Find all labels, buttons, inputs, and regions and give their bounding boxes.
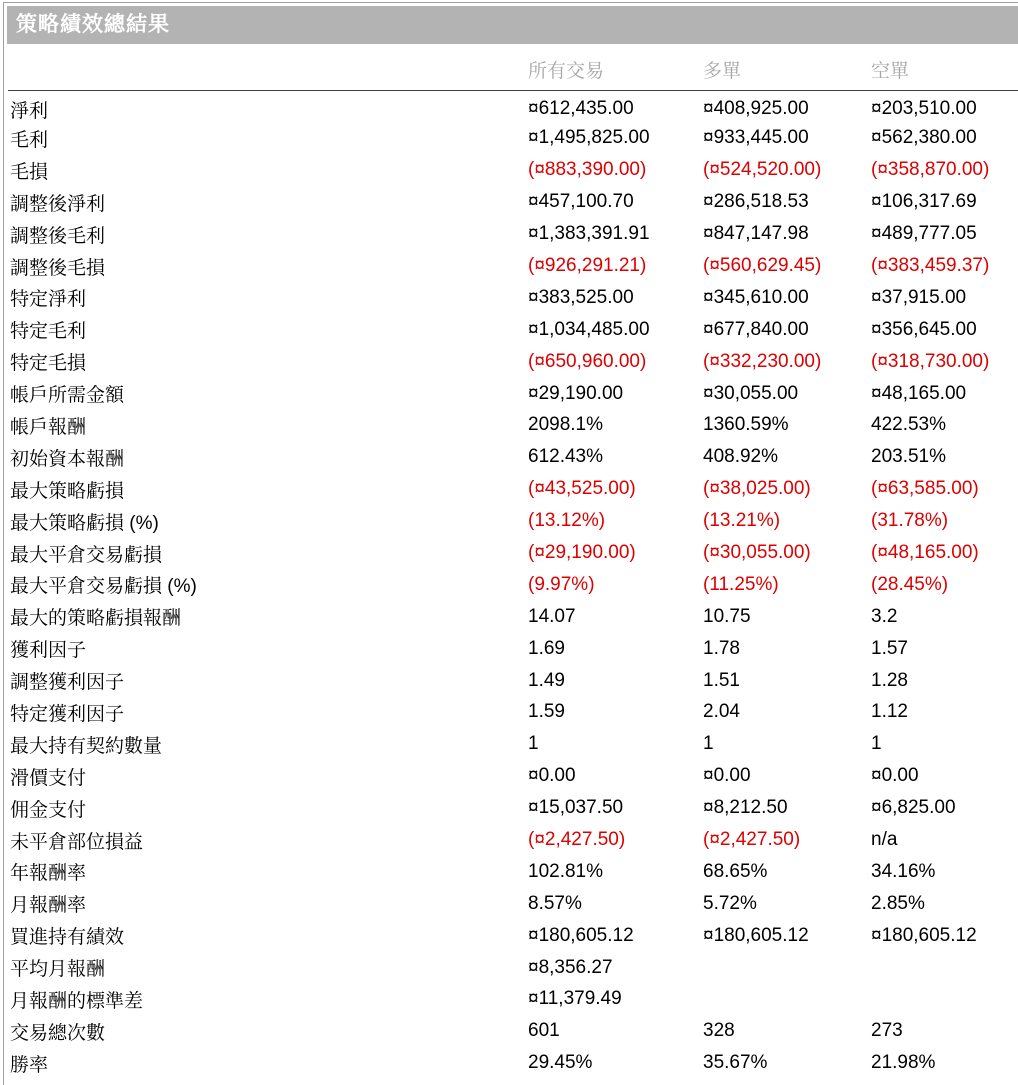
table-row [8,792,1018,824]
metric-value: (13.21%) [703,510,781,532]
metric-value: 1.69 [528,637,565,659]
metric-label: 調整後毛損 [10,257,106,279]
table-row [8,154,1018,186]
metric-value: n/a [871,829,898,851]
metric-label: 初始資本報酬 [10,448,125,470]
table-row [8,952,1018,984]
metric-value: (¤358,870.00) [871,159,990,181]
metric-value: (¤2,427.50) [528,829,626,851]
metric-value: ¤29,190.00 [528,382,624,404]
metric-value: (¤524,520.00) [703,159,822,181]
metric-value: (¤318,730.00) [871,350,990,372]
metric-value: (9.97%) [528,573,595,595]
metric-value: ¤383,525.00 [528,286,634,308]
metric-value: 1.57 [871,637,908,659]
table-row [8,537,1018,569]
metric-value: ¤562,380.00 [871,127,977,149]
metric-label: 月報酬的標準差 [10,990,144,1012]
metric-label: 帳戶所需金額 [10,385,125,407]
metric-value: (11.25%) [703,573,779,595]
column-header-row [8,44,1018,90]
metric-value: ¤11,379.49 [528,988,622,1010]
metric-value: ¤106,317.69 [871,191,977,213]
metric-value: (¤2,427.50) [703,829,801,851]
metric-value: 14.07 [528,605,576,627]
metric-value: 102.81% [528,860,604,882]
performance-summary-table [8,44,1018,1079]
column-header-short: 空單 [871,44,1018,90]
metric-label: 毛損 [10,161,49,183]
metric-value: ¤489,777.05 [871,223,977,245]
metric-value: ¤8,212.50 [703,797,788,819]
metric-value: 1.49 [528,669,565,691]
metric-column-header [8,44,528,90]
column-header-all-trades: 所有交易 [528,44,703,90]
metric-value: ¤180,605.12 [703,924,809,946]
metric-value: 1.28 [871,669,908,691]
metric-label: 最大的策略虧損報酬 [10,608,182,630]
metric-value: 2.85% [871,892,925,914]
metric-value: (¤883,390.00) [528,159,647,181]
table-row [8,697,1018,729]
metric-value: 10.75 [703,605,751,627]
metric-value: ¤8,356.27 [528,956,613,978]
metric-value: (31.78%) [871,510,949,532]
metric-label: 滑價支付 [10,767,87,789]
metric-label: 調整獲利因子 [10,672,125,694]
metric-value: ¤37,915.00 [871,286,967,308]
metric-value: 34.16% [871,860,936,882]
metric-value: (¤29,190.00) [528,542,636,564]
metric-value: 1.12 [871,701,908,723]
metric-label: 特定獲利因子 [10,703,125,725]
table-row [8,601,1018,633]
metric-value [703,952,871,984]
table-row [8,250,1018,282]
table-body [8,90,1018,1079]
metric-value: ¤1,383,391.91 [528,223,650,245]
metric-value: 203.51% [871,446,947,468]
metric-value: 1 [871,733,882,755]
metric-value: ¤203,510.00 [871,98,977,119]
metric-label: 毛利 [10,129,49,151]
metric-value: 5.72% [703,892,757,914]
metric-value: (28.45%) [871,573,949,595]
table-row [8,1047,1018,1079]
metric-value [871,984,1018,1016]
metric-value: ¤48,165.00 [871,382,967,404]
metric-value: (¤43,525.00) [528,478,636,500]
metric-label: 平均月報酬 [10,959,106,981]
table-row [8,218,1018,250]
table-row [8,824,1018,856]
metric-label: 交易總次數 [10,1022,106,1044]
metric-value: (¤38,025.00) [703,478,811,500]
metric-value [871,952,1018,984]
metric-value: (¤560,629.45) [703,255,822,276]
metric-value: 1.78 [703,637,740,659]
table-row [8,378,1018,410]
metric-value: ¤677,840.00 [703,318,809,340]
metric-value: (¤30,055.00) [703,542,811,564]
metric-label: 月報酬率 [10,895,87,917]
table-row [8,1015,1018,1047]
metric-value: 3.2 [871,605,898,627]
metric-label: 未平倉部位損益 [10,831,144,853]
metric-value: ¤6,825.00 [871,797,956,819]
metric-value: ¤933,445.00 [703,127,809,149]
metric-value: 1.59 [528,701,565,723]
metric-label: 特定淨利 [10,289,87,311]
metric-value [703,984,871,1016]
metric-value: 612.43% [528,446,604,468]
metric-value: ¤612,435.00 [528,98,634,119]
metric-label: 最大策略虧損 (%) [10,512,159,534]
metric-value: (¤48,165.00) [871,542,979,564]
metric-label: 淨利 [10,100,49,122]
table-row [8,856,1018,888]
metric-value: (13.12%) [528,510,606,532]
table-row [8,282,1018,314]
metric-value: ¤15,037.50 [528,797,624,819]
metric-value: 2.04 [703,701,740,723]
metric-label: 買進持有績效 [10,927,125,949]
table-row [8,441,1018,473]
metric-value: (¤926,291.21) [528,255,647,276]
metric-value: 408.92% [703,446,779,468]
table-row [8,473,1018,505]
metric-value: 328 [703,1020,735,1042]
table-row [8,90,1018,123]
metric-value: ¤286,518.53 [703,191,809,213]
table-row [8,665,1018,697]
table-row [8,984,1018,1016]
metric-value: 8.57% [528,892,582,914]
metric-value: ¤356,645.00 [871,318,977,340]
metric-label: 帳戶報酬 [10,416,87,438]
metric-value: ¤0.00 [528,765,576,787]
metric-value: ¤345,610.00 [703,286,809,308]
metric-label: 特定毛損 [10,353,87,375]
metric-value: ¤408,925.00 [703,98,809,119]
metric-label: 最大平倉交易虧損 (%) [10,576,197,598]
table-row [8,186,1018,218]
metric-value: 601 [528,1020,560,1042]
metric-value: (¤63,585.00) [871,478,979,500]
metric-value: ¤457,100.70 [528,191,634,213]
metric-value: ¤180,605.12 [528,924,634,946]
metric-value: 1360.59% [703,414,789,436]
metric-value: (¤332,230.00) [703,350,822,372]
table-row [8,760,1018,792]
metric-value: (¤383,459.37) [871,255,990,276]
table-row [8,920,1018,952]
metric-value: ¤0.00 [703,765,751,787]
metric-value: 1 [528,733,539,755]
metric-value: 68.65% [703,860,768,882]
table-row [8,728,1018,760]
metric-label: 最大平倉交易虧損 [10,544,163,566]
metric-label: 勝率 [10,1054,49,1076]
table-row [8,569,1018,601]
report-title-bar [7,6,1018,44]
metric-label: 獲利因子 [10,640,87,662]
column-header-long: 多單 [703,44,871,90]
metric-value: ¤180,605.12 [871,924,977,946]
metric-value: (¤650,960.00) [528,350,647,372]
metric-value: ¤0.00 [871,765,919,787]
metric-value: ¤30,055.00 [703,382,799,404]
metric-value: 29.45% [528,1052,593,1074]
table-row [8,888,1018,920]
metric-value: 35.67% [703,1052,768,1074]
metric-label: 年報酬率 [10,863,87,885]
table-row [8,346,1018,378]
metric-value: ¤1,034,485.00 [528,318,650,340]
metric-value: ¤1,495,825.00 [528,127,650,149]
metric-label: 最大持有契約數量 [10,735,163,757]
table-row [8,633,1018,665]
table-row [8,505,1018,537]
metric-value: 1 [703,733,714,755]
metric-value: 1.51 [703,669,740,691]
table-row [8,314,1018,346]
table-row [8,410,1018,442]
report-title: 策略績效總結果 [16,13,170,36]
metric-label: 特定毛利 [10,321,87,343]
metric-value: 2098.1% [528,414,604,436]
table-row [8,123,1018,155]
metric-label: 最大策略虧損 [10,480,125,502]
metric-value: 422.53% [871,414,947,436]
metric-value: 21.98% [871,1052,936,1074]
metric-value: 273 [871,1020,903,1042]
metric-label: 調整後毛利 [10,225,106,247]
metric-value: ¤847,147.98 [703,223,809,245]
metric-label: 佣金支付 [10,799,87,821]
metric-label: 調整後淨利 [10,193,106,215]
